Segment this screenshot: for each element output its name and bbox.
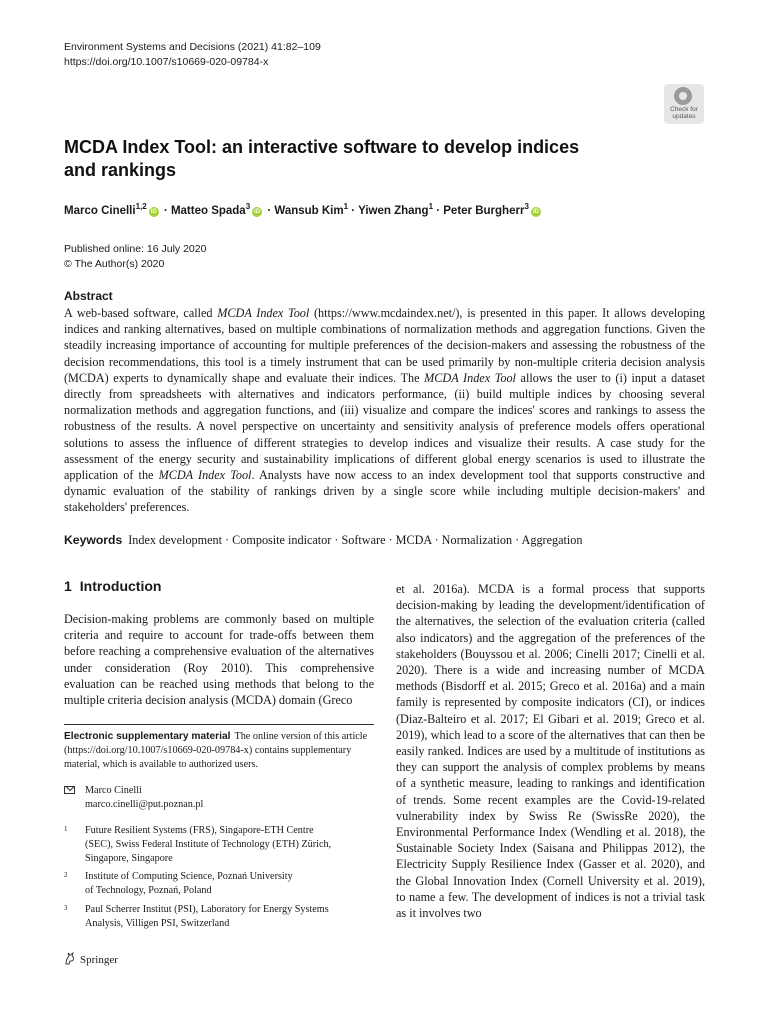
affiliation-number: 2 (64, 871, 68, 879)
crossmark-line1: Check for (670, 106, 698, 113)
orcid-icon[interactable]: iD (150, 208, 157, 215)
correspondence (64, 784, 203, 812)
section-title: Introduction (79, 578, 162, 594)
publisher-name: Springer (80, 954, 118, 966)
affiliation-line: of Technology, Poznań, Poland (85, 885, 212, 896)
esm-label: Electronic supplementary material (64, 731, 231, 742)
affiliation-line: Paul Scherrer Institut (PSI), Laboratory for Energy Systems (85, 904, 329, 915)
affiliation-line: Future Resilient Systems (FRS), Singapore-ETH Centre (85, 825, 314, 836)
author[interactable]: Wansub Kim$^1$ (274, 202, 349, 217)
author-list: Marco Cinelli$^{1,2}$iD · Matteo Spada$^3$iD · Wansub Kim$^1$ · Yiwen Zhang$^1$ · Peter Burgherr$^3$iD (64, 202, 539, 217)
intro-left-column: Decision-making problems are commonly based on multiple criteria and require to account for trade-offs between them before reaching a comprehensive evaluation of the alternatives under consideration (Roy 2010). This comprehensive evaluation can be reached using methods that belong to the multiple criteria decision analysis (MCDA) domain (Greco (64, 612, 374, 708)
section-heading (64, 578, 161, 594)
intro-right-column: et al. 2016a). MCDA is a formal process that supports decision-making by leading the development/identification of the alternatives, the selection of the evaluation criteria (called also indicators) and the aggregation of the preferences of the stakeholders (Bouyssou et al. 2006; Cinelli 2017; Cinelli et al. 2020). There is a wide and increasing number of MCDA methods (Bisdorff et al. 2015; Greco et al. 2016a) and a main family is represented by composite indicators (CI), or indices (Diaz-Balteiro et al. 2017; El Gibari et al. 2019; Greco et al. 2019), which lead to a score of the alternatives that can then be easily ranked. Indices are used by a multitude of institutions as they can support the analysis of complex problems by means of a synthetic measure, leading to rankings and identification of trends. Some recent examples are the Covid-19-related vulnerability index by Swiss Re (SwissRe 2020), the Environmental Performance Index (Wendling et al. 2018), the Sustainable Society Index (Saisana and Philippas 2012), the Electricity Supply Resilience Index (Gasser et al. 2020), and the Global Innovation Index (Cornell University et al. 2019), to name a few. The development of indices is not a trivial task as it involves two (396, 582, 705, 921)
affiliation (64, 903, 375, 931)
keywords (64, 533, 705, 548)
copyright: © The Author(s) 2020 (64, 258, 165, 270)
abstract-heading: Abstract (64, 289, 113, 303)
correspondence-name: Marco Cinelli (85, 785, 142, 796)
affiliation-line: Singapore, Singapore (85, 853, 173, 864)
affiliation (64, 824, 375, 866)
author[interactable]: Marco Cinelli$^{1,2}$ (64, 202, 147, 217)
abstract-body: A web-based software, called MCDA Index Tool (https://www.mcdaindex.net/), is presented in this paper. It allows developing indices and ranking alternatives, based on multiple combinations of normalization methods and aggregation functions. Given the steadily increasing importance of accounting for multiple preferences of the decision-makers and assessing the robustness of the decision recommendations, this tool is a timely instrument that can be used primarily by non-multiple criteria decision analysis (MCDA) experts to dynamically shape and evaluate their indices. The MCDA Index Tool allows the user to (i) input a dataset directly from spreadsheets with alternatives and indicators performance, (ii) build multiple indices by choosing several normalization methods and aggregation functions, and (iii) visualize and compare the indices' scores and rankings to assess the robustness of the results. A novel perspective on uncertainty and sensitivity analysis of preference models offers operational solutions to assess the influence of different strategies to develop indices and visualize their results. A case study for the assessment of the energy security and sustainability implications of different global energy scenarios is used to illustrate the application of the MCDA Index Tool. Analysts have now access to an index development tool that supports constructive and dynamic evaluation of the stability of rankings driven by a single score while including multiple decision-makers' and stakeholders' preferences. (64, 306, 706, 515)
affiliation-line: (SEC), Swiss Federal Institute of Technology (ETH) Zürich, (85, 839, 332, 850)
journal-header (64, 40, 321, 70)
envelope-icon (64, 786, 75, 794)
crossmark-line2: updates (672, 113, 696, 120)
paper-title: MCDA Index Tool: an interactive software to develop indices and rankings (64, 137, 580, 180)
journal-citation: Environment Systems and Decisions (2021) 41:82–109 (64, 41, 321, 53)
footnote-divider (64, 724, 374, 725)
crossmark-icon (664, 84, 704, 124)
keywords-label: Keywords (64, 533, 123, 547)
author[interactable]: Peter Burgherr$^3$ (443, 202, 529, 217)
affiliation (64, 870, 375, 898)
springer-horse-icon (64, 952, 76, 965)
affiliation-line: Institute of Computing Science, Poznań University (85, 871, 293, 882)
esm-text: The online version of this article (https://doi.org/10.1007/s10669-020-09784-x) contains supplementary material, which is available to authorized users. (64, 731, 368, 770)
publication-info (64, 242, 206, 272)
publisher-logo (64, 952, 118, 966)
orcid-icon[interactable]: iD (532, 208, 539, 215)
author[interactable]: Yiwen Zhang$^1$ (358, 202, 434, 217)
affiliation-number: 3 (64, 904, 68, 912)
published-date: Published online: 16 July 2020 (64, 243, 207, 255)
esm-note (64, 730, 374, 772)
affiliation-line: Analysis, Villigen PSI, Switzerland (85, 918, 230, 929)
crossmark-badge[interactable] (664, 84, 704, 124)
section-number: 1 (64, 578, 72, 594)
orcid-icon[interactable]: iD (254, 208, 261, 215)
author[interactable]: Matteo Spada$^3$ (170, 202, 251, 217)
doi-link[interactable]: https://doi.org/10.1007/s10669-020-09784-x (64, 56, 269, 68)
affiliation-number: 1 (64, 825, 68, 833)
correspondence-email[interactable]: marco.cinelli@put.poznan.pl (85, 799, 204, 810)
keywords-text: Index development · Composite indicator · Software · MCDA · Normalization · Aggregation (128, 533, 583, 547)
